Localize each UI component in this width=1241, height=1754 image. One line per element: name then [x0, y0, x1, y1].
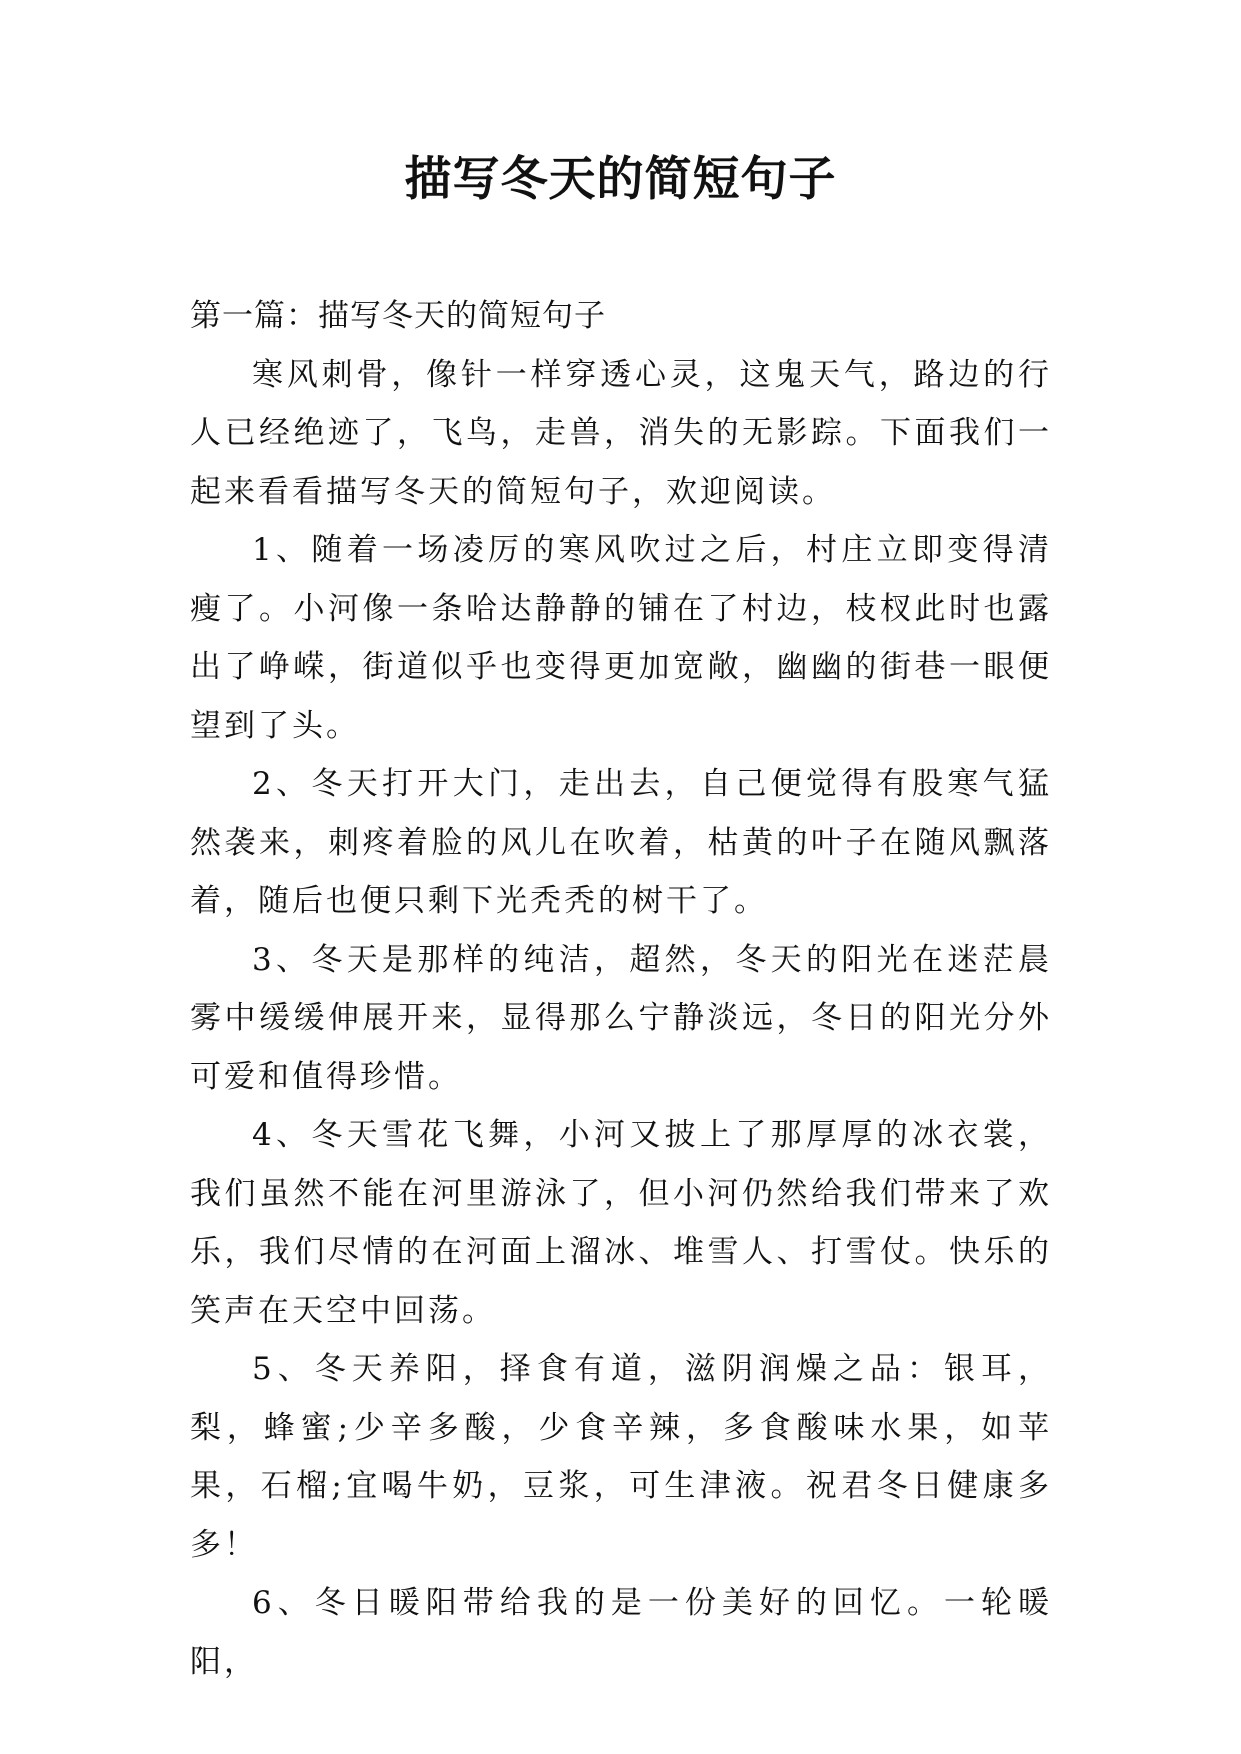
paragraph-2: 2、冬天打开大门，走出去，自己便觉得有股寒气猛然袭来，刺疼着脸的风儿在吹着，枯黄的叶子在随风飘落着，随后也便只剩下光秃秃的树干了。	[190, 766, 1052, 919]
paragraph-intro: 寒风刺骨，像针一样穿透心灵，这鬼天气，路边的行人已经绝迹了，飞鸟，走兽，消失的无影踪。下面我们一起来看看描写冬天的简短句子，欢迎阅读。	[190, 356, 1052, 510]
document-title: 描写冬天的简短句子	[404, 152, 837, 207]
paragraph-6: 6、冬日暖阳带给我的是一份美好的回忆。一轮暖阳，	[190, 1585, 1052, 1680]
paragraph-4: 4、冬天雪花飞舞，小河又披上了那厚厚的冰衣裳，我们虽然不能在河里游泳了，但小河仍然给我们带来了欢乐，我们尽情的在河面上溜冰、堆雪人、打雪仗。快乐的笑声在天空中回荡。	[190, 1117, 1052, 1329]
paragraph-3: 3、冬天是那样的纯洁，超然，冬天的阳光在迷茫晨雾中缓缓伸展开来，显得那么宁静淡远，冬日的阳光分外可爱和值得珍惜。	[190, 941, 1052, 1095]
document-body	[190, 287, 1052, 1691]
section-heading: 第一篇：描写冬天的简短句子	[190, 298, 606, 334]
paragraph-1: 1、随着一场凌厉的寒风吹过之后，村庄立即变得清瘦了。小河像一条哈达静静的铺在了村边，枝杈此时也露出了峥嵘，街道似乎也变得更加宽敞，幽幽的街巷一眼便望到了头。	[190, 532, 1052, 744]
paragraph-5: 5、冬天养阳，择食有道，滋阴润燥之品：银耳，梨，蜂蜜;少辛多酸，少食辛辣，多食酸味水果，如苹果，石榴;宜喝牛奶，豆浆，可生津液。祝君冬日健康多多！	[190, 1351, 1052, 1563]
